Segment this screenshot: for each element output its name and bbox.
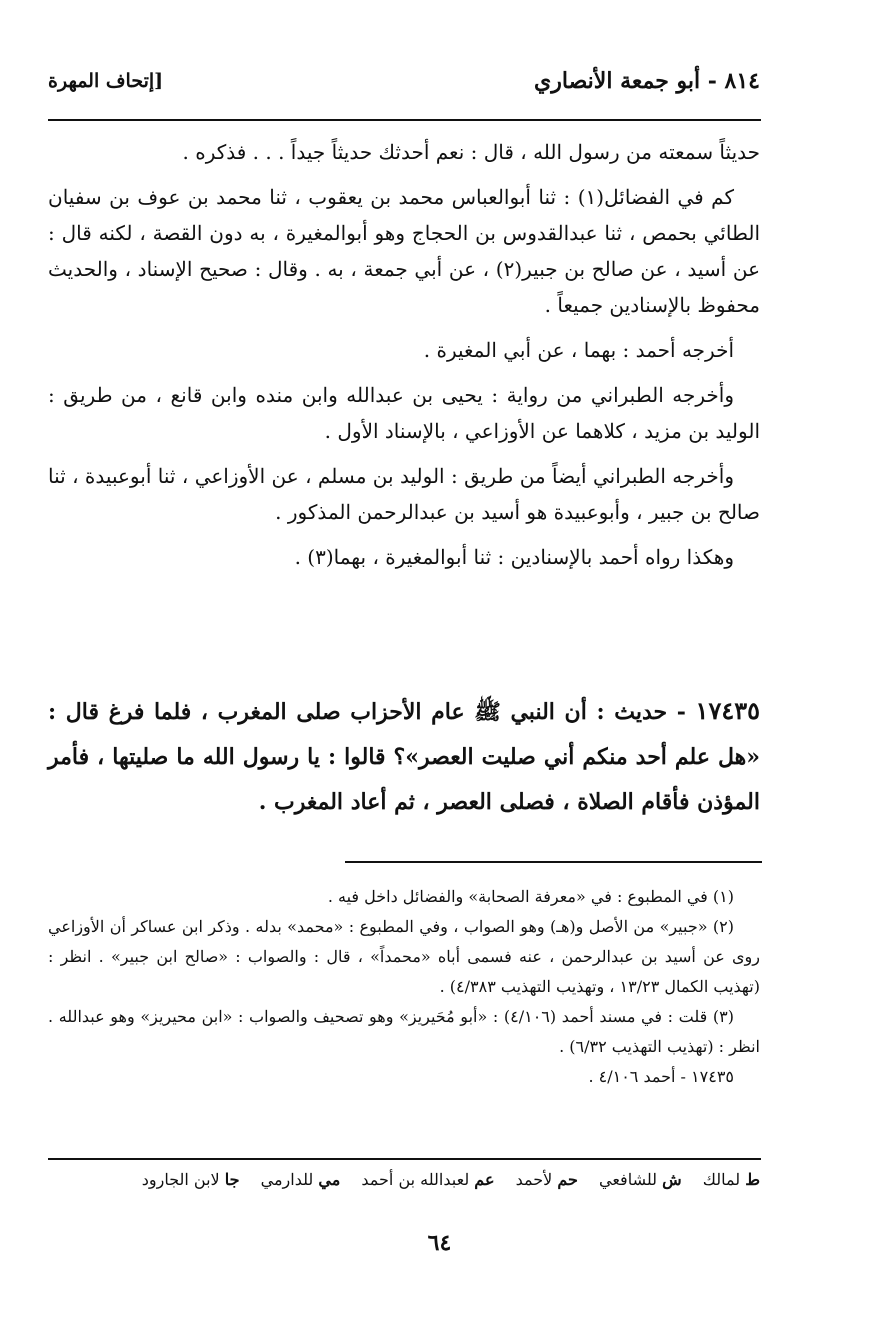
hadith-number: ١٧٤٣٥ <box>695 696 760 725</box>
footnote: ١٧٤٣٥ - أحمد ٤/١٠٦ . <box>588 1067 734 1086</box>
hadith-entry <box>48 688 760 825</box>
header-divider <box>48 119 761 121</box>
page-number: ٦٤ <box>427 1230 452 1256</box>
abbrev-item: ط لمالك <box>702 1170 760 1189</box>
abbrev-item: عم لعبدالله بن أحمد <box>361 1170 495 1189</box>
hadith-text: - حديث : أن النبي ﷺ عام الأحزاب صلى المغرب ، فلما فرغ قال : «هل علم أحد منكم أني صليت العصر»؟ قالوا : يا رسول الله ما صليتها ، فأمر المؤذن فأقام الصلاة ، فصلى العصر ، ثم أعاد المغرب . <box>48 699 760 815</box>
abbreviation-key <box>48 1170 760 1189</box>
paragraph: وهكذا رواه أحمد بالإسنادين : ثنا أبوالمغيرة ، بهما(٣) . <box>294 545 734 569</box>
footnote: (١) في المطبوع : في «معرفة الصحابة» والفضائل داخل فيه . <box>327 887 734 906</box>
abbrev-item: حم لأحمد <box>515 1170 578 1189</box>
bottom-divider <box>48 1158 761 1160</box>
footnote-divider <box>345 861 762 863</box>
abbrev-item: ش للشافعي <box>599 1170 682 1189</box>
footnotes <box>48 882 760 1092</box>
paragraph: حديثاً سمعته من رسول الله ، قال : نعم أحدثك حديثاً جيداً . . . فذكره . <box>182 140 760 164</box>
abbrev-item: جا لابن الجارود <box>141 1170 240 1189</box>
running-header <box>48 68 760 104</box>
footnote: (٣) قلت : في مسند أحمد (٤/١٠٦) : «أبو مُحَيريز» وهو تصحيف والصواب : «ابن محيريز» وهو عبدالله . انظر : (تهذيب التهذيب ٦/٣٢) . <box>48 1007 760 1056</box>
paragraph: وأخرجه الطبراني أيضاً من طريق : الوليد بن مسلم ، عن الأوزاعي ، ثنا أبوعبيدة ، ثنا صالح بن جبير ، وأبوعبيدة هو أسيد بن عبدالرحمن المذكور . <box>48 464 760 524</box>
chapter-title: ٨١٤ - أبو جمعة الأنصاري <box>534 68 760 94</box>
paragraph: أخرجه أحمد : بهما ، عن أبي المغيرة . <box>423 338 734 362</box>
footnote: (٢) «جبير» من الأصل و(هـ) وهو الصواب ، وفي المطبوع : «محمد» بدله . وذكر ابن عساكر أن الأوزاعي روى عن أسيد بن عبدالرحمن ، عنه فسمى أباه «محمداً» ، قال : والصواب : «صالح ابن جبير» . انظر : (تهذيب الكمال ١٣/٢٣ ، وتهذيب التهذيب ٤/٣٨٣) . <box>48 917 760 996</box>
book-title: [إتحاف المهرة <box>48 70 164 92</box>
paragraph: وأخرجه الطبراني من رواية : يحيى بن عبدالله وابن منده وابن قانع ، من طريق : الوليد بن مزيد ، كلاهما عن الأوزاعي ، بالإسناد الأول . <box>48 383 760 443</box>
paragraph: كم في الفضائل(١) : ثنا أبوالعباس محمد بن يعقوب ، ثنا محمد بن عوف بن سفيان الطائي بحمص ، ثنا عبدالقدوس بن الحجاج وهو أبوالمغيرة ، به دون القصة ، لكنه قال : عن أسيد ، عن صالح بن جبير(٢) ، عن أبي جمعة ، به . وقال : صحيح الإسناد ، والحديث محفوظ بالإسنادين جميعاً . <box>48 185 760 317</box>
main-text <box>48 134 760 584</box>
abbrev-item: مي للدارمي <box>260 1170 341 1189</box>
